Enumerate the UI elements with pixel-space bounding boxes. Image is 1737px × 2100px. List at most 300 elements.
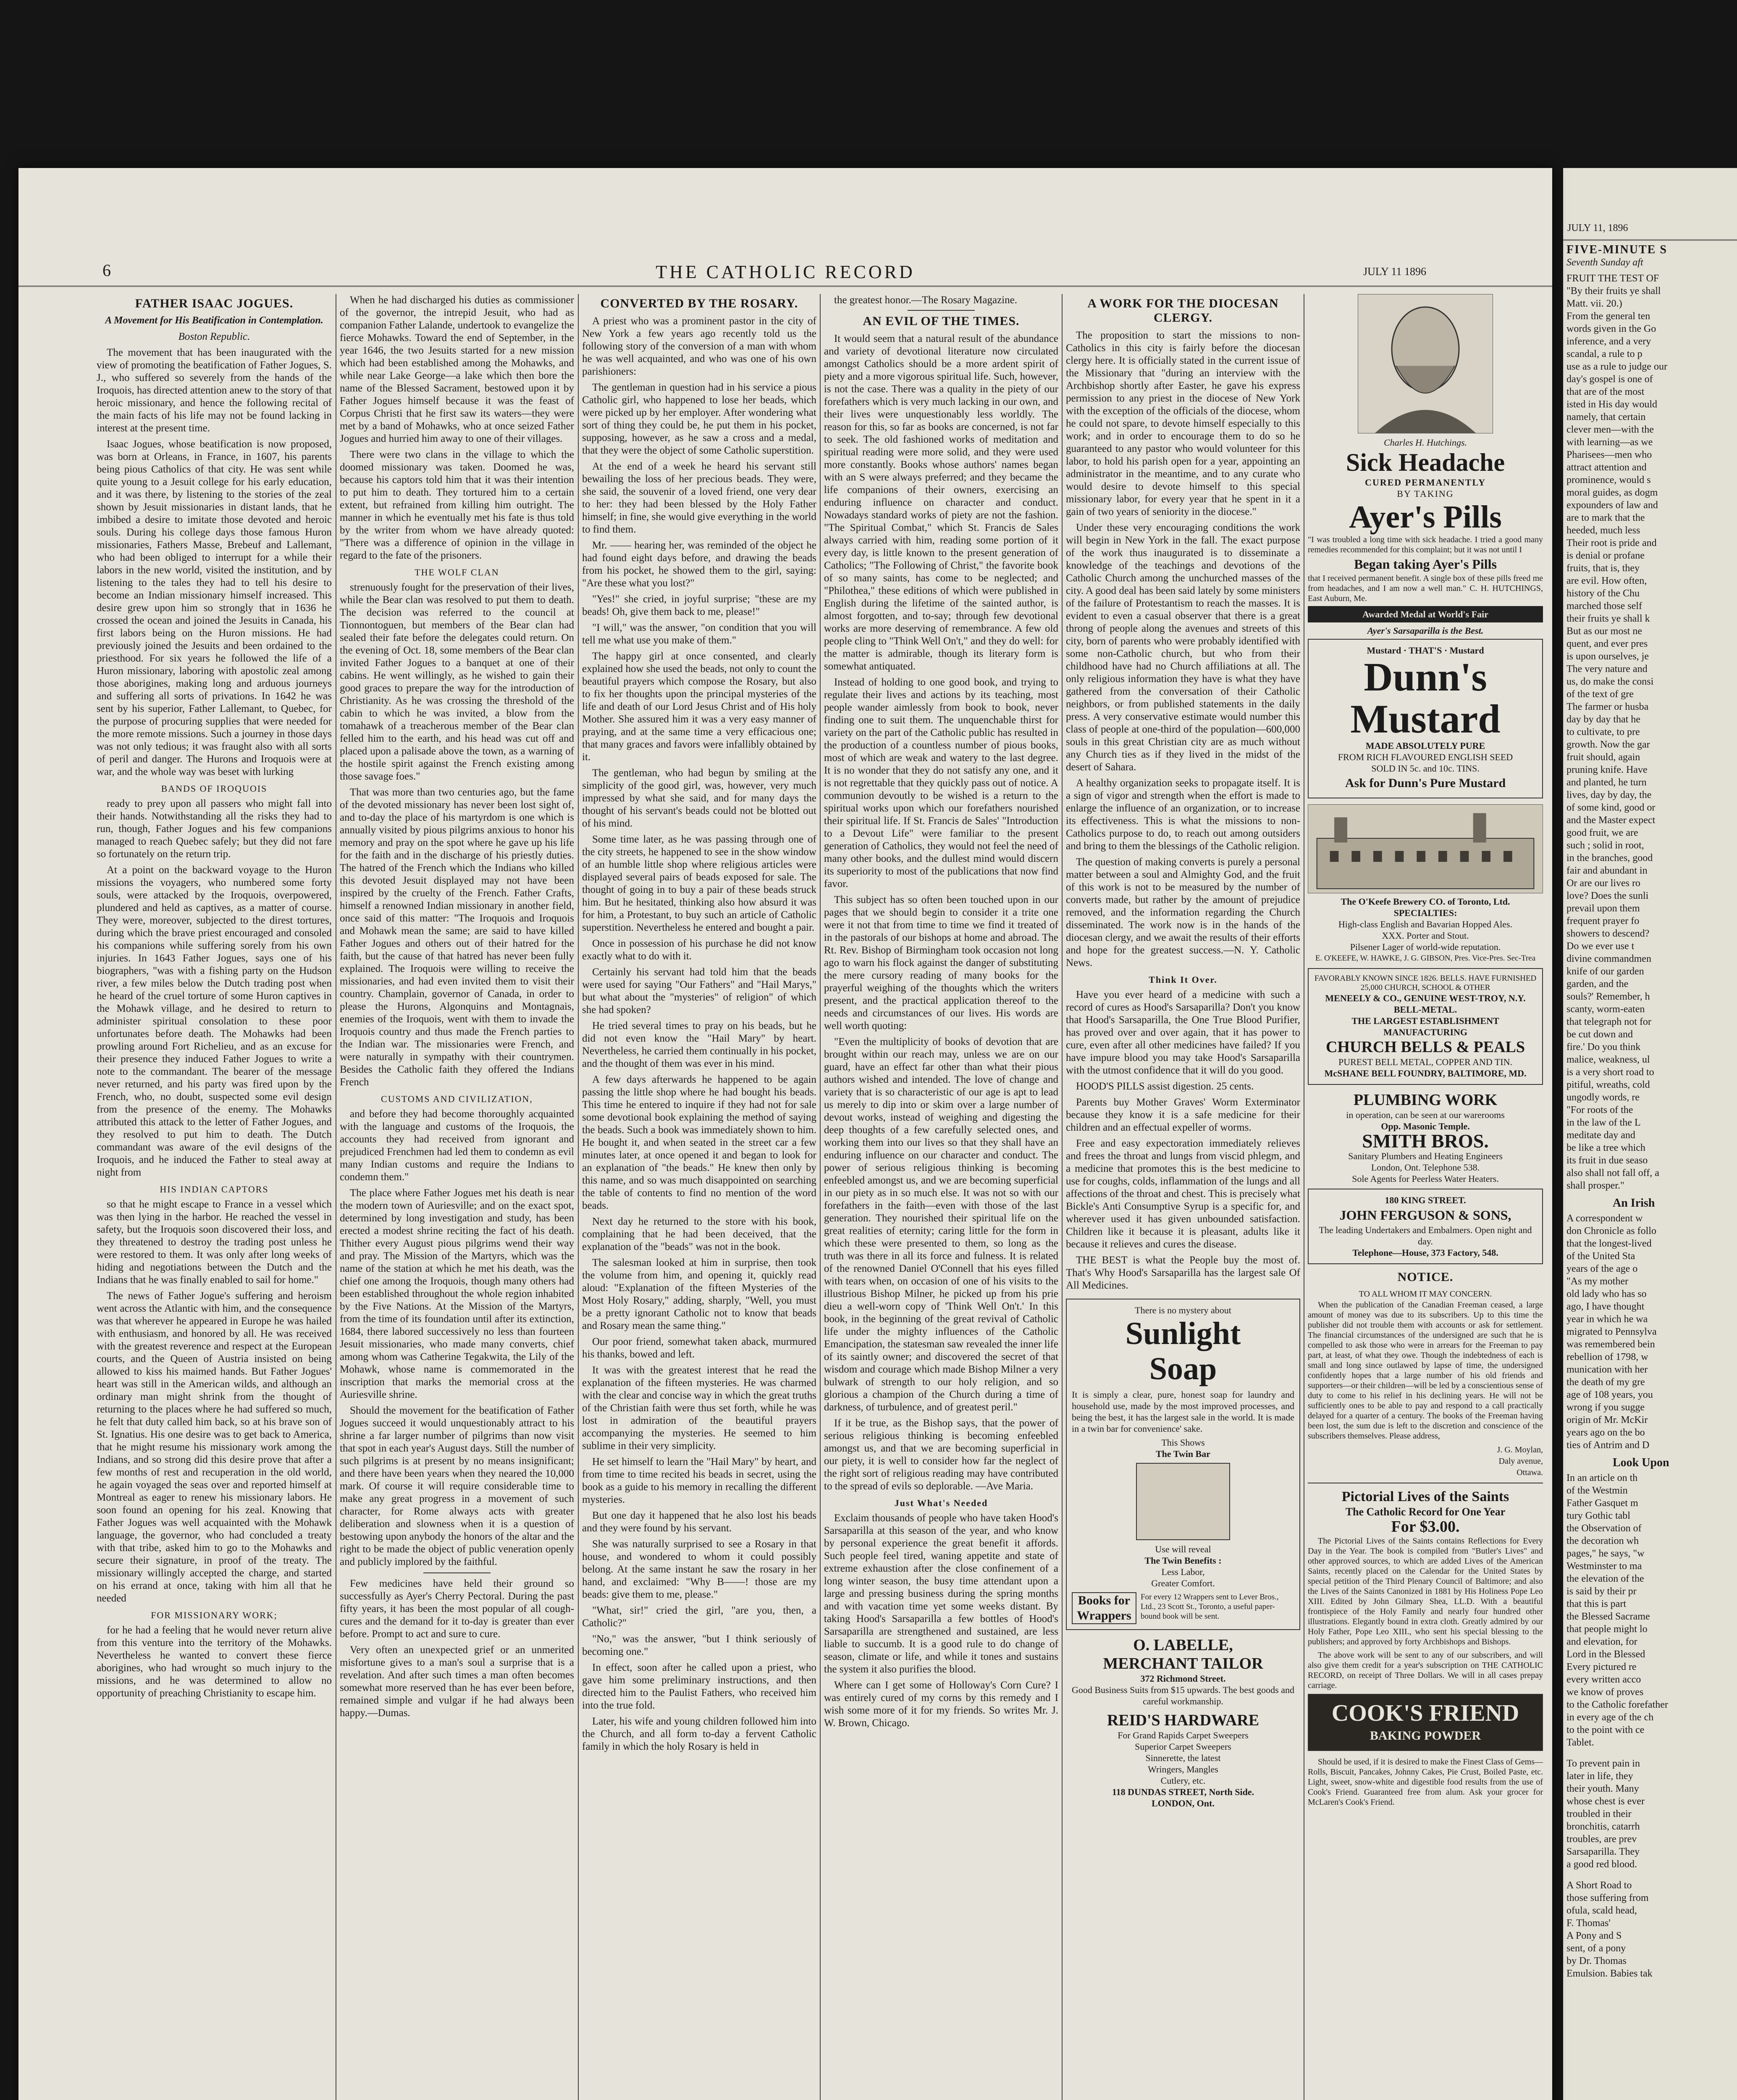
text-line: ofula, scald head, <box>1566 1905 1637 1916</box>
text-line: Matt. vii. 20.) <box>1566 298 1622 309</box>
text-line: words given in the Go <box>1566 323 1656 334</box>
plumbing-line: Sole Agents for Peerless Water Heaters. <box>1352 1173 1499 1184</box>
ferguson-ad <box>1308 1189 1543 1264</box>
text-line: that people might lo <box>1566 1624 1648 1635</box>
text-line: scanty, worm-eaten <box>1566 1004 1645 1015</box>
article-title-jogues: FATHER ISAAC JOGUES. <box>135 297 294 310</box>
text-line: prevail upon them <box>1566 903 1640 914</box>
text-line: of the text of gre <box>1566 689 1634 700</box>
church-bells-ad <box>1308 968 1543 1085</box>
article-body <box>824 294 1058 307</box>
paragraph: A few days afterwards he happened to be again passing the little shop where he had bought his beads. This time he entered to inquire if they had not for sale some devotional book explaining the method of saying the beads. Such a book was immediately shown to him. He bought it, and when seated in the street car a few minutes later, at once opened it and began to look for an explanation of "the beads." He knew then only by this name, and so was much disappointed on searching the table of contents to find no mention of the word beads. <box>582 1074 816 1211</box>
divider <box>423 1572 491 1573</box>
paragraph: HOOD'S PILLS assist digestion. 25 cents. <box>1076 1081 1254 1092</box>
column-2 <box>340 294 574 2100</box>
right-lines-4 <box>1566 1757 1734 1871</box>
plumbing-line: Opp. Masonic Temple. <box>1381 1121 1470 1131</box>
saints-record: The Catholic Record for One Year <box>1345 1506 1506 1518</box>
paragraph: The salesman looked at him in surprise, then took the volume from him, and opening it, quickly read aloud: "Explanation of the fifteen Mysteries of the Most Holy Rosary," adding, sharply, "Well, you must be a pretty ignorant Catholic not to know that beads and Rosary mean the same thing." <box>582 1257 816 1331</box>
sunlight-name: Sunlight <box>1125 1316 1241 1351</box>
paragraph: and before they had become thoroughly acquainted with the language and customs of the Iroquois, the accounts they had received from ignorant and prejudiced Frenchmen had led them to condemn as evil many Indian customs and require the Indians to condemn them." <box>340 1108 574 1183</box>
smith-bros: SMITH BROS. <box>1362 1130 1489 1152</box>
text-line: also shall not fall off, a <box>1566 1168 1659 1179</box>
text-line: is denial or profane <box>1566 550 1645 561</box>
paragraph: Have you ever heard of a medicine with such a record of cures as Hood's Sarsaparilla? Don't you know that Hood's Sarsaparilla, the One True Blood Purifier, has proved over and over again, that it has power to cure, even after all other medicines have failed? If you have impure blood you may take Hood's Sarsaparilla with the utmost confidence that it will do you good. <box>1066 989 1300 1076</box>
text-line: knife of our garden <box>1566 966 1644 977</box>
text-line: troubled in their <box>1566 1809 1632 1819</box>
text-line: year in which he wa <box>1566 1314 1648 1325</box>
article-subtitle: A Movement for His Beatification in Contemplation. <box>105 315 323 326</box>
reid-city: LONDON, Ont. <box>1152 1798 1215 1809</box>
text-line: The very nature and <box>1566 664 1648 675</box>
text-line: the Observation of <box>1566 1523 1642 1534</box>
article-body <box>1066 329 1300 969</box>
text-line: Westminster to ma <box>1566 1561 1642 1572</box>
ayer-pills-name: Ayer's Pills <box>1349 499 1502 535</box>
paragraph: Exclaim thousands of people who have taken Hood's Sarsaparilla at this season of the year, and who know by personal experience the great benefit it affords. Such people feel tired, waning appetite and state of extreme exhaustion after the close confinement of a long winter season, the busy time attendant upon a large and pressing business during the spring months and with vacation time yet some weeks distant. By taking Hood's Sarsaparilla a few bottles of Hood's Sarsaparilla are strengthened and sustained, are less liable to succumb. It is a good rule to do change of season, climate or life, and while it tones and sustains the system it also purifies the blood. <box>824 1512 1058 1675</box>
article-body <box>97 798 332 1179</box>
text-line: isted in His day would <box>1566 399 1657 410</box>
paragraph: He tried several times to pray on his beads, but he did not even know the "Hail Mary" by heart. Nevertheless, he carried them continually in his pocket, and the thought of them was ever in his mind. <box>582 1020 816 1069</box>
paragraph: If it be true, as the Bishop says, that the power of serious religious thinking is becoming enfeebled amongst us, and that we are becoming superficial in our piety, it is well to consider how far the neglect of the right sort of religious reading may have contributed to the spread of evils so deplorable. —Ave Maria. <box>824 1418 1058 1492</box>
text-line: moral guides, as dogm <box>1566 487 1658 498</box>
paragraph: There were two clans in the village to which the doomed missionary was taken. Doomed he was, because his captors told him that it was their intention to put him to death. They tortured him to a certain extent, but refrained from killing him outright. The manner in which he eventually met his fate is thus told by the writer from whom we have already quoted: "There was a difference of opinion in the village in regard to the fate of the prisoners. <box>340 449 574 561</box>
dunns-mustard-ad <box>1308 639 1543 798</box>
text-line: and the Master expect <box>1566 815 1656 826</box>
paragraph: Certainly his servant had told him that the beads were used for saying "Our Fathers" and "Hail Marys," but what about the "mysteries" of religion" of which she had spoken? <box>582 966 816 1016</box>
column-rule <box>578 294 579 2100</box>
paragraph: In effect, soon after he called upon a priest, who gave him some preliminary instructions, and then directed him to the Paulist Fathers, who received him into the true fold. <box>582 1662 816 1711</box>
column-6 <box>1308 294 1543 2100</box>
text-line: with learning—as we <box>1566 437 1653 448</box>
pictorial-saints-ad <box>1308 1488 1543 1690</box>
section-heading: FOR MISSIONARY WORK; <box>151 1610 278 1620</box>
column-rule <box>1062 294 1063 2100</box>
ayer-cured: CURED PERMANENTLY <box>1364 477 1486 488</box>
text-line: that telegraph not for <box>1566 1016 1651 1027</box>
text-line: use as a rule to judge our <box>1566 361 1667 372</box>
column-1 <box>97 294 332 2100</box>
plumbing-ad <box>1308 1091 1543 1184</box>
text-line: be like a tree which <box>1566 1142 1645 1153</box>
text-line: don Chronicle as follo <box>1566 1226 1656 1236</box>
okeefe-line: High-class English and Bavarian Hopped Ales. <box>1338 919 1513 929</box>
right-page-header: JULY 11, 1896 <box>1567 223 1628 234</box>
text-line: old lady who has so <box>1566 1289 1647 1299</box>
right-lines-5 <box>1566 1879 1734 1967</box>
article-body <box>824 333 1058 1493</box>
text-line: a good red blood. <box>1566 1859 1637 1870</box>
text-line: of the United Sta <box>1566 1251 1635 1262</box>
section-heading: CUSTOMS AND CIVILIZATION, <box>381 1094 533 1104</box>
paragraph: "No," was the answer, "but I think seriously of becoming one." <box>582 1633 816 1657</box>
paragraph: Instead of holding to one good book, and trying to regulate their lives and actions by its teaching, most people wander aimlessly from book to book, never finding one to suit them. The unquenchable thirst for variety on the part of the Catholic public has resulted in the production of a countless number of pious books, most of which are weak and watery to the last degree. It is no wonder that they do not satisfy any one, and it is not regrettable that they quickly pass out of notice. A communion devoutly to be wished is a return to the spiritual works upon which our forefathers nourished their spiritual life. If St. Francis de Sales' "Introduction to a Devout Life" were familiar to the present generation of Catholics, they would not feel the need of many other books, and the dullest mind would discern its superiority to most of the publications that now find favor. <box>824 677 1058 890</box>
text-line: munication with her <box>1566 1364 1648 1375</box>
paragraph: At the end of a week he heard his servant still bewailing the loss of her precious beads. They were, she said, the souvenir of a loved friend, one very dear to her: they had been blessed by the Holy Father himself; in fine, she would give everything in the world to find them. <box>582 461 816 535</box>
ayer-award: Awarded Medal at World's Fair <box>1308 606 1543 622</box>
text-line: frequent prayer fo <box>1566 916 1640 927</box>
notice-text: When the publication of the Canadian Freeman ceased, a large amount of money was due to its subscribers. Up to this time the publisher did not trouble them with accounts or ask for settlement. The financial circumstances of the undersigned are such that he is compelled to ask those who were in arrears for the Freeman to pay part, at least, of what they owe. Though the indebtedness of each is small and long since outlawed by lapse of time, the undersigned confidently hopes that a large number of his old friends and supporters—or their children—will be led by a conscientious sense of duty to come to his relief in his declining years. He will not be sufficiently ones to be able to pay and respond to a call practically delayed for a quarter of a century. The books of the Freeman having been lost, the sum due is left to the discretion and conscience of the subscribers themselves. Please address, <box>1308 1300 1543 1441</box>
text-line: are to mark that the <box>1566 512 1645 523</box>
sunlight-text: It is simply a clear, pure, honest soap for laundry and household use, made by the most improved processes, and being the best, it has the largest sale in the world. It is made in a twin bar for convenience' sake. <box>1072 1389 1294 1434</box>
right-title: FIVE-MINUTE S <box>1566 243 1667 256</box>
bells-top: FAVORABLY KNOWN SINCE 1826. BELLS. HAVE FURNISHED 25,000 CHURCH, SCHOOL & OTHER <box>1314 974 1537 992</box>
text-line: ago, I have thought <box>1566 1301 1645 1312</box>
text-line: attract attention and <box>1566 462 1647 473</box>
text-line: clever men—with the <box>1566 424 1654 435</box>
paragraph: Free and easy expectoration immediately relieves and frees the throat and lungs from viscid phlegm, and a medicine that promotes this is the best medicine to use for coughs, colds, inflammation of the lungs and all affections of the throat and chest. This is precisely what Bickle's Anti Consumptive Syrup is a specific for, and wherever used it has given unbounded satisfaction. Children like it because it is pleasant, adults like it because it relieves and cures the disease. <box>1066 1138 1300 1250</box>
paragraph: But one day it happened that he also lost his beads and they were found by his servant. <box>582 1510 816 1534</box>
brewery-illustration <box>1308 804 1543 893</box>
text-line: the Blessed Sacrame <box>1566 1611 1650 1622</box>
saints-text: The Pictorial Lives of the Saints contains Reflections for Every Day in the Year. The book is compiled from "Butler's Lives" and other approved sources, to which are added Lives of the American Saints, recently placed on the Calendar for the United States by special petition of the Third Plenary Council of Baltimore; and also the Lives of the Saints Canonized in 1881 by His Holiness Pope Leo XIII. Edited by John Gilmary Shea, LL.D. With a beautiful frontispiece of the Holy Family and nearly four hundred other illustrations. Elegantly bound in extra cloth. Greatly admired by our Holy Father, Pope Leo XIII., who sent his special blessing to the publishers; and approved by forty Archbishops and Bishops. <box>1308 1536 1543 1646</box>
reid-address: 118 DUNDAS STREET, North Side. <box>1112 1787 1254 1797</box>
ayer-quote-2: that I received permanent benefit. A single box of these pills freed me from headaches, and I am now a well man." C. H. HUTCHINGS, East Auburn, Me. <box>1308 574 1543 603</box>
article-body <box>340 294 574 562</box>
text-line: their fruits ye shall k <box>1566 613 1650 624</box>
text-line: fire.' Do you think <box>1566 1042 1641 1053</box>
text-line: and planted, he turn <box>1566 777 1647 788</box>
text-line: rebellion of 1798, w <box>1566 1352 1648 1362</box>
reid-hardware-ad <box>1066 1711 1300 1809</box>
reid-line: Superior Carpet Sweepers <box>1135 1741 1231 1752</box>
divider <box>908 310 975 311</box>
paragraph: The place where Father Jogues met his death is near the modern town of Auriesville; and on the exact spot, determined by long investigation and study, has been erected a modest shrine reciting the fact of his death. Thither every August pious pilgrims wend their way and pray. The Mission of the Martyrs, which was the name of the station at which he met his death, was the chief one among the Iroquois, though many others had been established throughout the whole region inhabited by the Five Nations. At the Mission of the Martyrs, from the time of its foundation until after its extinction, 1684, there labored successively no less than fourteen Jesuit missionaries, who made many converts, chief among whom was Catherine Tegakwita, the Lily of the Mohawk, whose name is commemorated in the inscription that marks the memorial cross at the Auriesville shrine. <box>340 1187 574 1400</box>
text-line: A Pony and S <box>1566 1930 1622 1941</box>
paragraph: the greatest honor.—The Rosary Magazine. <box>834 294 1017 306</box>
text-line: is a very short road to <box>1566 1067 1654 1078</box>
text-line: FRUIT THE TEST OF <box>1566 273 1659 284</box>
text-line: "As my mother <box>1566 1276 1629 1287</box>
text-line: divine commandmen <box>1566 953 1651 964</box>
saints-price: For $3.00. <box>1391 1518 1460 1536</box>
ayer-sarsaparilla: Ayer's Sarsaparilla is the Best. <box>1367 625 1484 636</box>
text-line: fruit should, again <box>1566 752 1640 763</box>
text-line: wrong if you sugge <box>1566 1402 1645 1413</box>
paragraph: Under these very encouraging conditions the work will begin in New York in the fall. The exact purpose of the work thus inaugurated is to disseminate a knowledge of the teachings and devotions of the Catholic Church among the unchurched masses of the city. A good deal has been said lately by some ministers of the failure of Protestantism to reach the masses. It is evident to even a casual observer that there is a great throng of people along the avenues and streets of this city, born of parents who were probably identified with some non-Catholic church, but who from their childhood have had no Church affiliations at all. The only religious information they have is what they have gathered from the conversation of their Catholic neighbors, or from published statements in the daily press. A very conservative estimate would number this class of people at one-third of the population—600,000 souls in this great Christian city are as much without any Church ties as if they lived in the midst of the desert of Sahara. <box>1066 522 1300 773</box>
text-line: Do we ever use t <box>1566 941 1635 952</box>
paragraph: At a point on the backward voyage to the Huron missions the voyagers, who numbered some forty souls, were attacked by the Iroquois, overpowered, plundered and held as captives, as a matter of course. They were, moreover, subjected to the direst tortures, during which the brave priest encouraged and consoled his companions while suffering sorely from his own injuries. In 1643 Father Jogues, says one of his biographers, "was with a fishing party on the Hudson river, a few miles below the Dutch trading post when he heard of the cruel torture of some Huron captives in the Mohawk village, and he desired to return to administer spiritual consolation to these poor unfortunates before death. The Mohawks had been prowling around Fort Richelieu, and as an excuse for their presence they induced Father Jogues to write a note to the commandant. The bearer of the message never returned, and his party was fired upon by the French, who, no doubt, suspected some evil design from the presence of the enemy. The Mohawks attributed this attack to the letter of Father Jogues, and they resolved to put him to death. The Dutch commandant was aware of the evil designs of the Iroquois, and he induced the Father to steal away at night from <box>97 864 332 1178</box>
notice-signature: Ottawa. <box>1517 1468 1543 1477</box>
right-section-irish: An Irish <box>1613 1197 1655 1210</box>
text-line: Or are our lives ro <box>1566 878 1640 889</box>
right-page-column <box>1566 244 1734 1980</box>
paragraph: Mr. —— hearing her, was reminded of the object he had found eight days before, and drawing the beads from his pocket, he showed them to the girl, saying: "Are these what you lost?" <box>582 540 816 589</box>
text-line: such ; solid in root, <box>1566 840 1644 851</box>
column-rule <box>820 294 821 2100</box>
paragraph: The news of Father Jogue's suffering and heroism went across the Atlantic with him, and the consequence was that wherever he appeared in Europe he was hailed with enthusiasm, and honored by all. He was received with the greatest reverence and respect at the European courts, and the Queen of Austria insisted on being allowed to kiss his maimed hands. But Father Jogues' heart was still in the American wilds, and although an ordinary man might shrink from the thought of returning to the places where he had suffered so much, he felt that duty called him back, so at his brave son of St. Ignatius. His one desire was to get back to America, that he might resume his missionary work among the Indians, and so strong did this desire prove that after a few months of rest and recuperation in the old world, he again voyaged the seas over and reported himself at Montreal as eager to renew his missionary labors. He soon found an opening for his zeal. Knowing that Father Jogues was well acquainted with the Mohawk language, the governor, who had concluded a treaty with that tribe, asked him to go to the Mohawks and secure their signature, in proof of the treaty. The missionary willingly accepted the charge, and started on his errand at once, taking with him all that he needed <box>97 1290 332 1604</box>
text-line: lives, day by day, the <box>1566 790 1652 801</box>
text-line: to the point with ce <box>1566 1725 1645 1735</box>
ferguson-line: The leading Undertakers and Embalmers. Open night and day. <box>1319 1225 1532 1247</box>
ayer-by-taking: BY TAKING <box>1397 488 1454 499</box>
bells-line: THE LARGEST ESTABLISHMENT MANUFACTURING <box>1351 1016 1499 1037</box>
okeefe-officers: E. O'KEEFE, W. HAWKE, J. G. GIBSON, Pres. Vice-Pres. Sec-Trea <box>1315 954 1536 963</box>
header-date: JULY 11 1896 <box>1363 265 1426 278</box>
reid-line: Sinnerette, the latest <box>1145 1753 1221 1763</box>
text-line: Pharisees—men who <box>1566 449 1652 460</box>
sunlight-use: Use will reveal <box>1155 1544 1211 1554</box>
text-line: In an article on th <box>1566 1473 1638 1483</box>
text-line: To prevent pain in <box>1566 1758 1640 1769</box>
paragraph: That was more than two centuries ago, but the fame of the devoted missionary has never been lost sight of, and to-day the place of his martyrdom is one which is annually visited by pious pilgrims anxious to honor his memory and pray on the spot where he gave up his life for the faith and in the discharge of his priestly duties. The hatred of the French which the Indians who killed this devoted Jesuit displayed may not have been inspired by the cruelty of the French. Father Crafts, himself a renowned Indian missionary in another field, once said of this matter: "The Iroquois and Iroquois and Mohawk mean the same; are said to have killed Father Jogues and others out of their hatred for the faith, but the cause of that hatred has never been fully explained. The Iroquois were willing to receive the missionaries, and had even invited them to visit their country. Champlain, governor of Canada, in order to please the Hurons, Algonquins and Montagnais, enemies of the Iroquois, went with them to invade the Iroquois country and thus made the French parties to the Indian war. The missionaries were French, and were naturally in sympathy with their countrymen. Besides the Catholic faith they offered the Indians French <box>340 787 574 1088</box>
article-body <box>97 346 332 778</box>
paragraph: Isaac Jogues, whose beatification is now proposed, was born at Orleans, in France, in 1607, his parents being pious Catholics of that city. He was sent while quite young to a Jesuit college for his early education, and it was there, by listening to the stories of the zeal shown by Jesuit missionaries in distant lands, that he imbibed a desire to imitate those devoted and heroic souls. During his college days those famous Huron missionaries, Fathers Masse, Brebeuf and Lallemant, who had been obliged to interrupt for a while their labors in the new world, visited the institution, and by listening to the tales they had to tell his desire to become an Indian missionary himself increased. This desire grew upon him so strongly that in 1636 he crossed the ocean and joined the Jesuits in Canada, his first labors being on the Huron missions. He had previously joined the Jesuits and been ordained to the priesthood. For six years he followed the life of a Huron missionary, laboring with apostolic zeal among those aborigines, making long and arduous journeys and suffering all sorts of privations. In 1642 he was sent by his superior, Father Lallemant, to Quebec, for the purpose of procuring supplies that were needed for the more remote missions. Such a journey in those days was not only tedious; it was fraught also with all sorts of peril and danger. The Hurons and Iroquois were at war, and the whole way was beset with lurking <box>97 438 332 777</box>
text-line: shall prosper." <box>1566 1180 1624 1191</box>
reid-line: For Grand Rapids Carpet Sweepers <box>1118 1730 1249 1740</box>
text-line: is said by their pr <box>1566 1586 1637 1597</box>
dunn-top: Mustard · THAT'S · Mustard <box>1367 645 1484 656</box>
section-heading: Just What's Needed <box>894 1498 988 1508</box>
paragraph: Parents buy Mother Graves' Worm Exterminator because they know it is a safe medicine for their children and an effectual expeller of worms. <box>1066 1097 1300 1133</box>
bells-line: PUREST BELL METAL, COPPER AND TIN. <box>1338 1057 1513 1067</box>
notice-title: NOTICE. <box>1397 1270 1454 1284</box>
paragraph: for he had a feeling that he would never return alive from this venture into the territory of the Mohawks. Nevertheless he wanted to convert these fierce aborigines, who had wrought so much injury to the missions, and he was determined to allow no opportunity of preaching Christianity to escape him. <box>97 1625 332 1699</box>
paragraph: When he had discharged his duties as commissioner of the governor, the intrepid Jesuit, who had as companion Father Lalande, undertook to evangelize the fierce Mohawks. Toward the end of September, in the year 1646, the two Jesuits started for a new mission which had been established among the Mohawks, and while near Lake George—a lake which then bore the name of the Blessed Sacrament, bestowed upon it by Father Jogues himself because it was the feast of Corpus Christi that he first saw its waters—they were met by a band of Mohawks, who at once seized Father Jogues and hurried him away to one of their villages. <box>340 294 574 444</box>
paragraph: The gentleman, who had begun by smiling at the simplicity of the good girl, was, however, very much impressed by what she said, and for many days the thought of his servant's beads could not be blotted out of his mind. <box>582 767 816 829</box>
text-line: garden, and the <box>1566 979 1629 990</box>
page-number: 6 <box>102 261 111 280</box>
text-line: fruits, that is, they <box>1566 563 1640 574</box>
paragraph: Later, his wife and young children followed him into the Church, and all form to-day a fervent Catholic family in which the holy Rosary is held in <box>582 1716 816 1752</box>
paragraph: Very often an unexpected grief or an unmerited misfortune gives to a man's soul a surprise that is a revelation. And after such times a man often becomes somewhat more reserved than he has ever been before, remained simple and vulgar if he had always been happy.—Dumas. <box>340 1644 574 1719</box>
text-line: day's gospel is one of <box>1566 374 1653 385</box>
paragraph: so that he might escape to France in a vessel which was then lying in the harbor. He reached the vessel in safety, but the Iroquois soon discovered their loss, and they threatened to destroy the trading post unless he were restored to them. It was only after long weeks of hiding and negotiations between the Dutch and the Indians that he was finally enabled to sail for home." <box>97 1199 332 1286</box>
paragraph: "I will," was the answer, "on condition that you will tell me what use you make of them." <box>582 622 816 646</box>
reid-line: Cutlery, etc. <box>1160 1775 1206 1786</box>
article-body <box>1066 989 1300 1292</box>
text-line: The farmer or husba <box>1566 701 1649 712</box>
sunlight-benefit-1: Less Labor, <box>1161 1567 1205 1577</box>
dunn-name: Dunn's <box>1364 654 1487 699</box>
ferguson-address: 180 KING STREET. <box>1385 1195 1466 1205</box>
text-line: From the general ten <box>1566 311 1650 322</box>
column-3 <box>582 294 816 2100</box>
paragraph: Few medicines have held their ground so successfully as Ayer's Cherry Pectoral. During the past fifty years, it has been the most popular of all cough-cures and the demand for it to-day is greater than ever before. Prompt to act and sure to cure. <box>340 1578 574 1640</box>
brewery-drawing <box>1308 805 1543 893</box>
text-line: showers to descend? <box>1566 928 1650 939</box>
okeefe-line: Pilsener Lager of world-wide reputation. <box>1350 942 1501 952</box>
text-line: in the branches, good <box>1566 853 1653 864</box>
article-source: Boston Republic. <box>178 331 250 342</box>
paragraph: It would seem that a natural result of the abundance and variety of devotional literature now circulated amongst Catholics should be a more ardent spirit of piety and a more vigorous spiritual life. Such, however, is not the case. There was a quality in the piety of our forefathers which is very much lacking in our own, and their lives were unquestionably less worldly. The reason for this, so far as books are concerned, is not far to seek. The old fashioned works of meditation and spiritual reading were more solid, and they were used more constantly. Books whose authors' names began with an S were always preferred; and they became the life companions of their owners, exercising an enduring influence on character and conduct. Nowadays standard works of piety are not the fashion. "The Spiritual Combat," which St. Francis de Sales always carried with him, reading some portion of it every day, is little known to the present generation of Catholics; "The Following of Christ," the favorite book of so many saints, has come to be neglected; and "Philothea," these editions of which were published in English during the lifetime of the sainted author, is almost forgotten, and to-say; through few devotional works are more deserving of remembrance. A few old people cling to "Think Well On't," and they do well: for the matter is admirable, though its literary form is somewhat antiquated. <box>824 333 1058 672</box>
paragraph: Where can I get some of Holloway's Corn Cure? I was entirely cured of my corns by this remedy and I wish some more of it for my friends. So writes Mr. J. W. Brown, Chicago. <box>824 1680 1058 1729</box>
text-line: Sarsaparilla. They <box>1566 1846 1640 1857</box>
text-line: history of the Chu <box>1566 588 1640 599</box>
okeefe-brewery-ad <box>1308 804 1543 964</box>
text-line: every written acco <box>1566 1674 1641 1685</box>
text-line: scandal, a rule to p <box>1566 349 1643 360</box>
right-header-rule <box>1563 239 1737 241</box>
text-line: later in life, they <box>1566 1771 1633 1782</box>
text-line: by Dr. Thomas <box>1566 1956 1627 1966</box>
dunn-mustard: Mustard <box>1350 696 1501 741</box>
article-body <box>824 1512 1058 1730</box>
paragraph: It was with the greatest interest that he read the explanation of the fifteen mysteries. He was charmed with the clear and concise way in which the great truths of the Christian faith were thus set forth, while he was lost in admiration of the beautiful prayers accompanying the mysteries. He seemed to him sublime in their very simplicity. <box>582 1365 816 1452</box>
ferguson-line: Telephone—House, 373 Factory, 548. <box>1352 1247 1498 1258</box>
text-line: are evil. How often, <box>1566 575 1647 586</box>
right-page-fragment <box>1563 168 1737 2100</box>
text-line: whose chest is ever <box>1566 1796 1645 1807</box>
article-title-evil: AN EVIL OF THE TIMES. <box>863 314 1020 328</box>
cooks-friend-text: Should be used, if it is desired to make the Finest Class of Gems—Rolls, Biscuit, Pancakes, Johnny Cakes, Pie Crust, Boiled Paste, etc. Light, sweet, snow-white and digestible food results from the use of Cook's Friend. Guaranteed free from alum. Ask your grocer for McLaren's Cook's Friend. <box>1308 1757 1543 1807</box>
text-line: their youth. Many <box>1566 1783 1639 1794</box>
notice-to: TO ALL WHOM IT MAY CONCERN. <box>1359 1289 1492 1299</box>
text-line: tury Gothic tabl <box>1566 1510 1630 1521</box>
masthead: THE CATHOLIC RECORD <box>656 262 915 282</box>
paragraph: She was naturally surprised to see a Rosary in that house, and wondered to whom it could possibly belong. At the same instant he saw the rosary in her hand, and exclaimed: "Why B——! those are my beads: give them to me, please." <box>582 1538 816 1600</box>
text-line: that the longest-lived <box>1566 1238 1652 1249</box>
article-title-clergy: A WORK FOR THE DIOCESAN CLERGY. <box>1087 297 1279 325</box>
sunlight-soap-ad <box>1066 1299 1300 1630</box>
text-line: pitiful, wreaths, cold <box>1566 1079 1650 1090</box>
text-line: us, do make the consi <box>1566 676 1654 687</box>
text-line: inference, and a very <box>1566 336 1651 347</box>
text-line: love? Does the sunli <box>1566 890 1649 901</box>
bells-line: McSHANE BELL FOUNDRY, BALTIMORE, MD. <box>1324 1068 1527 1079</box>
text-line: namely, that certain <box>1566 412 1646 423</box>
paragraph: Our poor friend, somewhat taken aback, murmured his thanks, bowed and left. <box>582 1336 816 1360</box>
text-line: good fruit, we are <box>1566 827 1638 838</box>
article-body <box>97 1624 332 1700</box>
article-body <box>97 1198 332 1605</box>
text-line: troubles, are prev <box>1566 1834 1637 1845</box>
text-line: "For roots of the <box>1566 1105 1633 1116</box>
text-line: was remembered bein <box>1566 1339 1655 1350</box>
paragraph: The proposition to start the missions to non-Catholics in this city is fairly before the diocesan clergy here. It is officially stated in the current issue of the Missionary that "during an interview with the Archbishop shortly after Easter, he gave his express permission to any priest in the diocese of New York with the exception of the officials of the diocese, whom he could not spare, to devote himself especially to this work; and in order to encourage them to do so he guaranteed to any pastor who would volunteer for this labor, to hold his parish open for a year, appointing an administrator in the meantime, and to any curate who would desire to devote himself to this special missionary labor, for every year that he spent in it a gain of two years of seniority in the diocese." <box>1066 330 1300 517</box>
article-body <box>582 315 816 1753</box>
text-line: and elevation, for <box>1566 1636 1637 1647</box>
saints-text-2: The above work will be sent to any of our subscribers, and will also give them credit for a year's subscription on THE CATHOLIC RECORD, on receipt of Three Dollars. We will in all cases prepay carriage. <box>1308 1651 1543 1690</box>
labelle-address: 372 Richmond Street. <box>1140 1673 1226 1684</box>
right-lines-6 <box>1566 1967 1734 1980</box>
text-line: meditate day and <box>1566 1130 1635 1141</box>
plumbing-title: PLUMBING WORK <box>1353 1091 1498 1109</box>
text-line: years of the age o <box>1566 1263 1638 1274</box>
okeefe-spec: SPECIALTIES: <box>1393 908 1457 918</box>
paragraph: The movement that has been inaugurated with the view of promoting the beatification of Father Jogues, S. J., who suffered so severely from the hands of the Iroquois, has directed attention anew to the story of that heroic missionary, and hence the following recital of the main facts of his life may not be found lacking in interest at the present time. <box>97 347 332 434</box>
dunn-ask: Ask for Dunn's Pure Mustard <box>1345 776 1506 790</box>
text-line: A correspondent w <box>1566 1213 1643 1224</box>
sunlight-benefits: The Twin Benefits : <box>1144 1555 1222 1566</box>
text-line: be cut down and <box>1566 1029 1633 1040</box>
notice-block <box>1308 1270 1543 1478</box>
article-title-rosary: CONVERTED BY THE ROSARY. <box>600 297 798 310</box>
text-line: age of 108 years, you <box>1566 1389 1653 1400</box>
text-line: in the law of the L <box>1566 1117 1641 1128</box>
dunn-line: FROM RICH FLAVOURED ENGLISH SEED <box>1338 752 1513 762</box>
text-line: origin of Mr. McKir <box>1566 1415 1648 1425</box>
soap-name: Soap <box>1149 1351 1217 1386</box>
paragraph: He set himself to learn the "Hail Mary" by heart, and from time to time recited his beads in secret, using the book as a guide to his memory in recalling the different mysteries. <box>582 1456 816 1505</box>
text-line: to the Catholic forefather <box>1566 1699 1668 1710</box>
labelle-ad <box>1066 1636 1300 1707</box>
text-line: A Short Road to <box>1566 1880 1632 1891</box>
text-line: we know of proves <box>1566 1687 1644 1698</box>
twin-bar-label: The Twin Bar <box>1156 1449 1210 1459</box>
text-line: pages," he says, "w <box>1566 1548 1645 1559</box>
portrait-caption: Charles H. Hutchings. <box>1384 437 1467 448</box>
paragraph: The gentleman in question had in his service a pious Catholic girl, who happened to lose her beads, which were picked up by her employer. After wondering what sort of thing they could be, he put them in his pocket, supposing, however, as he saw a cross and a medal, that they were the object of some Catholic superstition. <box>582 382 816 456</box>
sunlight-shows: This Shows <box>1161 1437 1205 1448</box>
ferguson-name: JOHN FERGUSON & SONS, <box>1339 1208 1511 1223</box>
text-line: Father Gasquet m <box>1566 1498 1638 1509</box>
article-body <box>340 581 574 1089</box>
bells-line: MENEELY & CO., GENUINE WEST-TROY, N.Y. BELL-METAL. <box>1325 993 1526 1015</box>
text-line: Their root is pride and <box>1566 538 1657 549</box>
paragraph: Next day he returned to the store with his book, complaining that he had been deceived, that the explanation of the "beads" was not in the book. <box>582 1216 816 1252</box>
right-lines-1 <box>1566 272 1734 1192</box>
text-line: the decoration wh <box>1566 1536 1639 1546</box>
column-4 <box>824 294 1058 2100</box>
text-line: quent, and ever pres <box>1566 638 1648 649</box>
reid-line: Wringers, Mangles <box>1148 1764 1218 1774</box>
plumbing-line: Sanitary Plumbers and Heating Engineers <box>1348 1151 1503 1161</box>
cooks-friend-ad <box>1308 1694 1543 1751</box>
paragraph: "Even the multiplicity of books of devotion that are brought within our reach may, unless we are on our guard, have an effect far other than what their pious authors wished and intended. The love of change and variety that is so characteristic of our age is apt to lead us merely to dip into or skim over a large number of devout works, instead of weighing and digesting the deep thoughts of a few carefully selected ones, and working them into our lives so that they shall have an enduring influence on our character and conduct. The power of serious religious thinking is becoming enfeebled amongst us, and we are becoming superficial in our piety as in so much else. It was not so with our forefathers in the faith—even with those of the last generation. They nourished their spiritual life on the great realities of eternity; caring little for the form in which these were presented to them, so long as the truth was there in all its force and fulness. It is related of the renowned Daniel O'Connell that his eyes filled with tears when, on occasion of one of his visits to the illustrious Bishop Milner, he picked up from his prie dieu a well-worn copy of 'Think Well On't.' In this book, in the beginning of the great revival of Catholic life under the mighty influences of the Catholic Emancipation, the statesman saw revealed the inner life of its saintly owner; and discovered the secret of that wisdom and courage which made Bishop Milner a very bulwark of strength to our holy religion, and so glorious a champion of the Church during a time of darkness, of turbulence, and of greatest peril." <box>824 1036 1058 1413</box>
reid-name: REID'S HARDWARE <box>1107 1712 1259 1729</box>
text-line: expounders of law and <box>1566 500 1658 511</box>
text-line: to cultivate, to pre <box>1566 727 1640 738</box>
twin-bar-image <box>1136 1463 1230 1540</box>
top-margin <box>18 168 1552 252</box>
ayer-began: Began taking Ayer's Pills <box>1354 556 1497 572</box>
text-line: ungodly words, re <box>1566 1092 1640 1103</box>
text-line: bronchitis, catarrh <box>1566 1821 1640 1832</box>
text-line: Tablet. <box>1566 1737 1594 1748</box>
text-line: F. Thomas' <box>1566 1918 1611 1929</box>
text-line: heeded, much less <box>1566 525 1640 536</box>
sunlight-benefit-2: Greater Comfort. <box>1151 1578 1215 1588</box>
paragraph: "What, sir!" cried the girl, "are you, then, a Catholic?" <box>582 1605 816 1629</box>
text-line: migrated to Pennsylva <box>1566 1326 1657 1337</box>
paragraph: A healthy organization seeks to propagate itself. It is a sign of vigor and strength when the effort is made to enlarge the influence of an organization, or to increase its effectiveness. This is what the missions to non-Catholics purpose to do, to reach out among outsiders and bring to them the blessings of the Catholic religion. <box>1066 777 1300 852</box>
paragraph: strenuously fought for the preservation of their lives, while the Bear clan was resolved to put them to death. The decision was referred to the council at Tionnontoguen, but members of the Bear clan had sealed their fate before the delegates could return. On the evening of Oct. 18, some members of the Bear clan invited Father Jogues to a banquet at one of their cabins. He went willingly, as he wished to gain their good graces to prepare the way for the introduction of Christianity. As he was crossing the threshold of the cabin to which he was invited, a blow from the tomahawk of a treacherous member of the Bear clan felled him to the earth, and his head was cut off and placed upon a palisade above the town, as a warning of the hostile spirit against the French existing among those savage foes." <box>340 582 574 782</box>
text-line: sent, of a pony <box>1566 1943 1626 1954</box>
books-for-wrappers: Books for Wrappers <box>1072 1592 1136 1624</box>
books-text: For every 12 Wrappers sent to Lever Bros., Ltd., 23 Scott St., Toronto, a useful paper-bound book will be sent. <box>1141 1593 1279 1621</box>
section-heading: HIS INDIAN CAPTORS <box>160 1184 269 1194</box>
labelle-trade: MERCHANT TAILOR <box>1103 1655 1263 1672</box>
right-section-look: Look Upon <box>1613 1456 1669 1469</box>
paragraph: This subject has so often been touched upon in our pages that we should begin to consider it a trite one were it not that from time to time we find it treated of in the pastorals of our bishops at home and abroad. The Rt. Rev. Bishop of Birmingham took occasion not long ago to warn his flock against the danger of substituting the mere cursory reading of many books for the prayerful weighing of the thoughts which the writers present, and the practical application thereof to the needs and circumstances of our lives. His words are well worth quoting: <box>824 894 1058 1032</box>
text-line: the elevation of the <box>1566 1573 1644 1584</box>
text-line: But as our most ne <box>1566 626 1642 637</box>
paragraph: A priest who was a prominent pastor in the city of New York a few years ago recently told us the following story of the conversion of a man with whom he was well acquainted, and who was one of his own parishioners: <box>582 315 816 377</box>
right-lines-2 <box>1566 1212 1734 1452</box>
okeefe-line: XXX. Porter and Stout. <box>1382 930 1469 941</box>
article-body <box>340 1108 574 1568</box>
text-line: souls?' Remember, h <box>1566 991 1650 1002</box>
text-line: its fruit in due seaso <box>1566 1155 1648 1166</box>
text-line: of some kind, good or <box>1566 802 1656 813</box>
notice-signature: J. G. Moylan, <box>1497 1445 1543 1454</box>
text-line: of the Westmin <box>1566 1485 1628 1496</box>
text-line: Every pictured re <box>1566 1662 1637 1672</box>
text-line: Lord in the Blessed <box>1566 1649 1645 1660</box>
dunn-line: MADE ABSOLUTELY PURE <box>1365 740 1485 751</box>
portrait-image <box>1358 294 1493 433</box>
bells-title: CHURCH BELLS & PEALS <box>1325 1038 1525 1056</box>
paragraph: The question of making converts is purely a personal matter between a soul and Almighty God, and the fruit of this work is not to be measured by the number of converts made, but rather by the amount of prejudice removed, and the information regarding the Church disseminated. The work now is in the hands of the diocesan clergy, and we await the results of their efforts and hope for the greatest success.—N. Y. Catholic News. <box>1066 856 1300 969</box>
newspaper-page <box>18 168 1552 2100</box>
paragraph: ready to prey upon all passers who might fall into their hands. Notwithstanding all the risks they had to run, though, Father Jogues and his few companions managed to reach Quebec safely; but they did not fare so fortunately on the return trip. <box>97 798 332 860</box>
right-lines-3 <box>1566 1472 1734 1749</box>
text-line: Emulsion. Babies tak <box>1566 1968 1653 1979</box>
text-line: prominence, would s <box>1566 475 1651 486</box>
paragraph: Some time later, as he was passing through one of the city streets, he happened to see in the show window of an humble little shop where religious articles were displayed several pairs of beads exposed for sale. The thought of going in to buy a pair of these beads struck him. But he hesitated, thinking also how absurd it was for him, a Protestant, to buy such an article of Catholic superstition. Nevertheless he entered and bought a pair. <box>582 834 816 933</box>
text-line: in every age of the ch <box>1566 1712 1654 1723</box>
